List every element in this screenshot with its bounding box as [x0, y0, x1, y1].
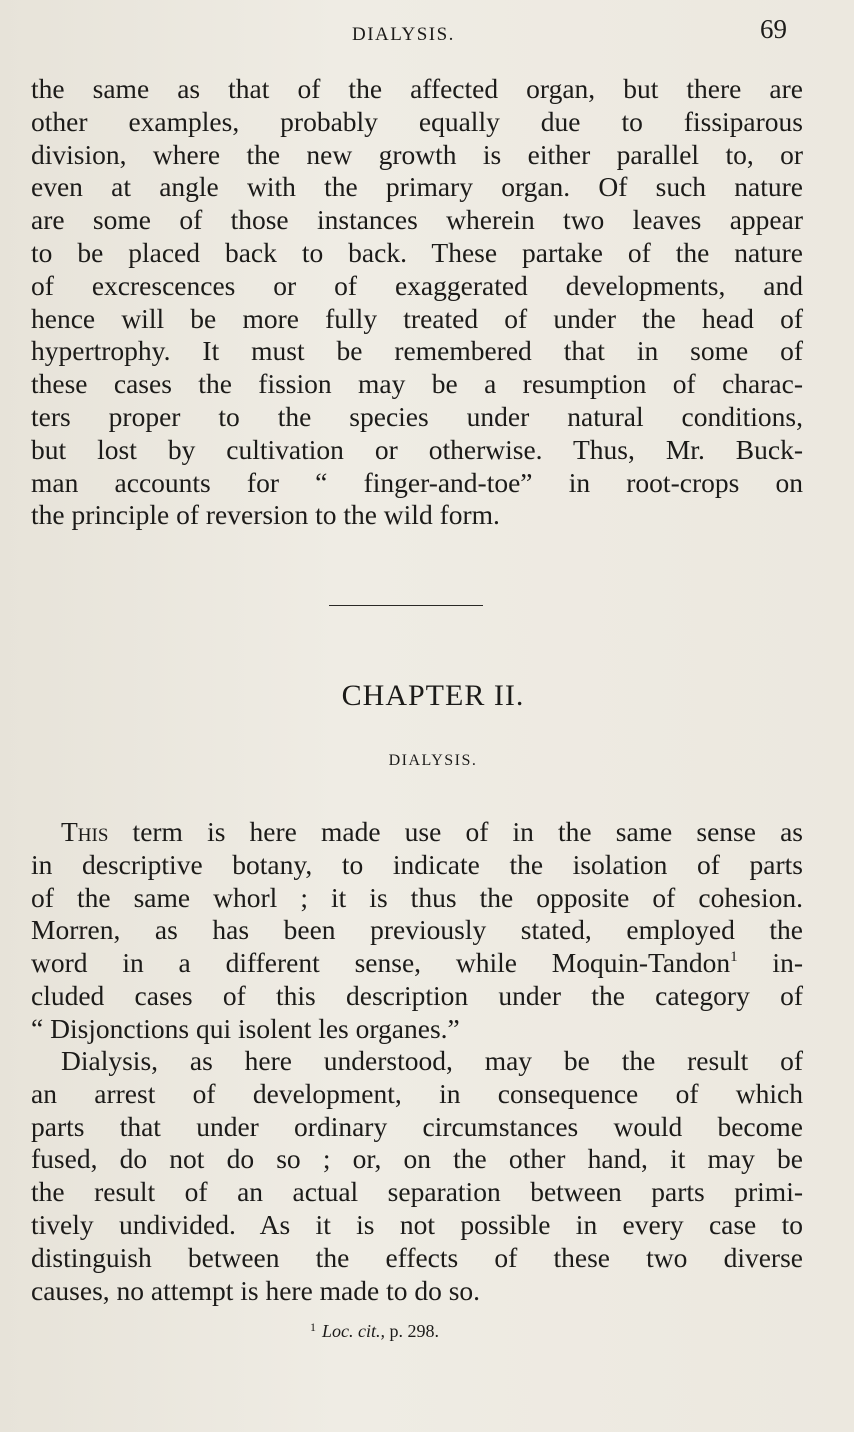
text-line: even at angle with the primary organ. Of such nature	[31, 171, 803, 203]
paragraph-chapter-opening	[31, 816, 803, 1046]
section-divider-rule	[329, 605, 483, 606]
text-line: are some of those instances wherein two leaves appear	[31, 204, 803, 236]
text-line: hypertrophy. It must be remembered that in some of	[31, 335, 803, 367]
text-line: hence will be more fully treated of under the head of	[31, 302, 803, 334]
text-line	[31, 947, 803, 980]
text-line: tively undivided. As it is not possible in every case to	[31, 1208, 803, 1240]
text-line: distinguish between the effects of these two diverse	[31, 1241, 803, 1273]
text-line	[31, 816, 803, 849]
text-line: the result of an actual separation between parts primi-	[31, 1176, 803, 1208]
chapter-subtitle: DIALYSIS.	[388, 752, 478, 769]
running-head	[0, 14, 854, 54]
page-number: 69	[760, 14, 787, 44]
text-line: division, where the new growth is either parallel to, or	[31, 138, 803, 170]
text-line: fused, do not do so ; or, on the other hand, it may be	[31, 1143, 803, 1175]
chapter-title: CHAPTER II.	[341, 679, 525, 712]
text-line: of the same whorl ; it is thus the opposite of cohesion.	[31, 881, 803, 913]
text-line: the principle of reversion to the wild form.	[31, 499, 500, 531]
running-title: DIALYSIS.	[352, 24, 455, 45]
footnote-mark: 1	[310, 1320, 316, 1334]
text-line: cluded cases of this description under the category of	[31, 979, 803, 1011]
text-line: but lost by cultivation or otherwise. Thus, Mr. Buck-	[31, 433, 803, 465]
paragraph-continued	[31, 73, 803, 532]
text-line: “ Disjonctions qui isolent les organes.”	[31, 1012, 460, 1044]
text-line: parts that under ordinary circumstances would become	[31, 1110, 803, 1142]
text-line: Morren, as has been previously stated, employed the	[31, 914, 803, 946]
footnote-reference: 1	[730, 949, 738, 966]
text-fragment: word in a different sense, while Moquin-Tandon	[31, 947, 731, 979]
paragraph-dialysis	[31, 1045, 803, 1307]
footnote	[310, 1320, 439, 1342]
text-line: Dialysis, as here understood, may be the result of	[61, 1045, 803, 1076]
lead-word: This	[61, 816, 109, 847]
footnote-page-ref: p. 298.	[385, 1321, 439, 1341]
text-line: man accounts for “ finger-and-toe” in root-crops on	[31, 466, 803, 498]
text-fragment: term is here made use of in the same sense as	[108, 816, 803, 847]
text-line: to be placed back to back. These partake of the nature	[31, 236, 803, 268]
text-line: the same as that of the affected organ, but there are	[31, 73, 803, 104]
text-line: an arrest of development, in consequence of which	[31, 1077, 803, 1109]
text-line: causes, no attempt is here made to do so.	[31, 1274, 481, 1306]
text-line: these cases the fission may be a resumption of charac-	[31, 368, 803, 400]
text-fragment: in-	[737, 947, 803, 979]
footnote-citation: Loc. cit.,	[322, 1321, 385, 1341]
text-line: of excrescences or of exaggerated developments, and	[31, 269, 803, 301]
text-line: other examples, probably equally due to fissiparous	[31, 105, 803, 137]
text-line: in descriptive botany, to indicate the isolation of parts	[31, 848, 803, 880]
text-line: ters proper to the species under natural conditions,	[31, 400, 803, 432]
